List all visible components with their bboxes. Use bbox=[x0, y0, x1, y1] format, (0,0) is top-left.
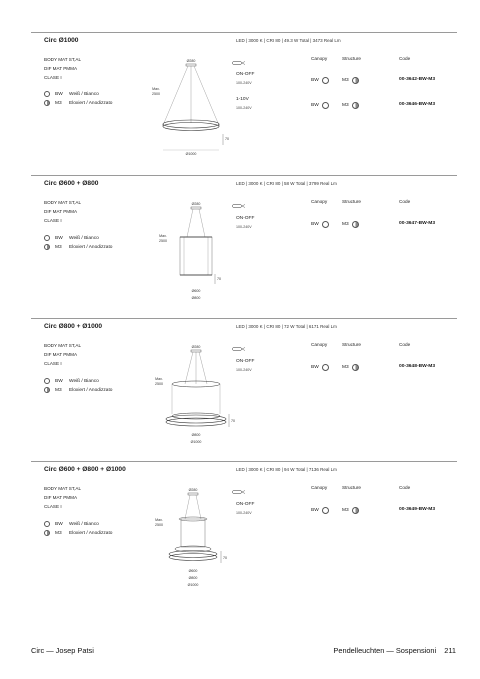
material-info bbox=[44, 198, 81, 225]
white-swatch-icon bbox=[44, 235, 50, 241]
product-specs: LED | 3000 K | CRI 80 | 72 W Total | 6171 Real Lm bbox=[236, 324, 337, 329]
anodized-swatch-icon bbox=[352, 507, 359, 514]
column-header-structure: Structure bbox=[342, 199, 362, 204]
footer-category-label: Pendelleuchten — Sospensioni bbox=[333, 646, 437, 655]
column-header-code: Code bbox=[399, 199, 411, 204]
section-divider bbox=[31, 175, 457, 176]
finish-label: Weiß / Bianco bbox=[69, 91, 99, 97]
column-header-canopy: Canopy bbox=[311, 56, 328, 61]
structure-finish: M3 bbox=[342, 78, 349, 83]
anodized-swatch-icon bbox=[352, 221, 359, 228]
structure-option bbox=[342, 507, 359, 514]
diameter-label: Ø1000 bbox=[190, 440, 202, 444]
height-dimension: 70 bbox=[217, 277, 221, 281]
product-name: Circ Ø600 + Ø800 bbox=[44, 180, 99, 187]
finish-code: BW bbox=[55, 91, 63, 97]
structure-option bbox=[342, 221, 359, 228]
anodized-swatch-icon bbox=[44, 244, 50, 250]
finish-code: BW bbox=[55, 235, 63, 241]
product-section-circ-800-1000 bbox=[31, 318, 457, 454]
anodized-swatch-icon bbox=[44, 100, 50, 106]
max-height-value: 2500 bbox=[155, 382, 163, 386]
structure-option bbox=[342, 77, 359, 84]
voltage: 100-240V bbox=[236, 225, 252, 229]
max-height-value: 2500 bbox=[152, 92, 160, 96]
structure-finish: M3 bbox=[342, 508, 349, 513]
material-info bbox=[44, 484, 81, 511]
diameter-label: Ø800 bbox=[191, 433, 201, 437]
product-name: Circ Ø600 + Ø800 + Ø1000 bbox=[44, 466, 126, 473]
page-number: 211 bbox=[444, 646, 456, 655]
diffuser-material: DIF MAT PMMA bbox=[44, 209, 78, 214]
max-height-value: 2500 bbox=[159, 239, 167, 243]
product-code: 00-3648-BW-M3 bbox=[399, 364, 436, 369]
voltage: 100-240V bbox=[236, 106, 252, 110]
canopy-option bbox=[311, 221, 329, 228]
protection-class: CLASE I bbox=[44, 361, 62, 366]
canopy-finish: BW bbox=[311, 103, 319, 108]
canopy-finish: BW bbox=[311, 365, 319, 370]
canopy-dimension: Ø280 bbox=[191, 202, 201, 206]
finish-code: BW bbox=[55, 378, 63, 384]
voltage: 100-240V bbox=[236, 511, 252, 515]
voltage: 100-240V bbox=[236, 368, 252, 372]
section-divider bbox=[31, 461, 457, 462]
max-height-value: 2500 bbox=[155, 523, 163, 527]
canopy-dimension: Ø280 bbox=[188, 488, 198, 492]
finish-code: M3 bbox=[55, 387, 62, 393]
diffuser-material: DIF MAT PMMA bbox=[44, 66, 78, 71]
white-swatch-icon bbox=[44, 521, 50, 527]
canopy-option bbox=[311, 102, 329, 109]
finish-label: Eloxiert / Anodizzato bbox=[69, 100, 113, 106]
canopy-finish: BW bbox=[311, 78, 319, 83]
height-dimension: 70 bbox=[231, 419, 235, 423]
section-divider bbox=[31, 318, 457, 319]
material-info bbox=[44, 55, 81, 82]
switch-type: ON-OFF bbox=[236, 72, 255, 77]
product-section-circ-1000 bbox=[31, 32, 457, 168]
column-header-canopy: Canopy bbox=[311, 485, 328, 490]
finish-bw bbox=[44, 91, 99, 97]
column-header-canopy: Canopy bbox=[311, 199, 328, 204]
led-lamp-icon bbox=[232, 339, 246, 357]
max-label: Max. bbox=[152, 87, 160, 91]
finish-code: M3 bbox=[55, 530, 62, 536]
product-specs: LED | 3000 K | CRI 80 | 58 W Total | 3799 Real Lm bbox=[236, 181, 337, 186]
canopy-dimension: Ø280 bbox=[191, 345, 201, 349]
white-swatch-icon bbox=[322, 221, 329, 228]
product-code: 00-3647-BW-M3 bbox=[399, 221, 436, 226]
switch-type: ON-OFF bbox=[236, 502, 255, 507]
protection-class: CLASE I bbox=[44, 504, 62, 509]
white-swatch-icon bbox=[322, 77, 329, 84]
led-lamp-icon bbox=[232, 482, 246, 500]
max-label: Max. bbox=[155, 377, 163, 381]
finish-code: M3 bbox=[55, 100, 62, 106]
body-material: BODY MAT ST,AL bbox=[44, 343, 82, 348]
footer-collection: Circ — Josep Patsi bbox=[31, 646, 94, 655]
finish-code: M3 bbox=[55, 244, 62, 250]
column-header-code: Code bbox=[399, 485, 411, 490]
product-specs: LED | 3000 K | CRI 80 | 94 W Total | 7136 Real Lm bbox=[236, 467, 337, 472]
switch-type: 1-10V bbox=[236, 97, 249, 102]
column-header-code: Code bbox=[399, 56, 411, 61]
finish-m3 bbox=[44, 244, 112, 250]
diameter-label: Ø600 bbox=[191, 289, 201, 293]
finish-label: Weiß / Bianco bbox=[69, 378, 99, 384]
diameter-label: Ø800 bbox=[191, 296, 201, 300]
anodized-swatch-icon bbox=[44, 387, 50, 393]
structure-finish: M3 bbox=[342, 222, 349, 227]
diffuser-material: DIF MAT PMMA bbox=[44, 352, 78, 357]
product-name: Circ Ø1000 bbox=[44, 37, 79, 44]
anodized-swatch-icon bbox=[44, 530, 50, 536]
product-name: Circ Ø800 + Ø1000 bbox=[44, 323, 103, 330]
product-code: 00-3642-BW-M3 bbox=[399, 77, 436, 82]
canopy-option bbox=[311, 77, 329, 84]
footer-category bbox=[333, 646, 456, 655]
diffuser-material: DIF MAT PMMA bbox=[44, 495, 78, 500]
diameter-label: Ø800 bbox=[188, 576, 198, 580]
anodized-swatch-icon bbox=[352, 77, 359, 84]
finish-m3 bbox=[44, 530, 112, 536]
diameter-label: Ø1000 bbox=[185, 152, 197, 156]
column-header-structure: Structure bbox=[342, 485, 362, 490]
led-lamp-icon bbox=[232, 53, 246, 71]
canopy-finish: BW bbox=[311, 508, 319, 513]
structure-option bbox=[342, 364, 359, 371]
product-specs: LED | 3000 K | CRI 80 | 49.3 W Total | 3473 Real Lm bbox=[236, 38, 341, 43]
finish-label: Weiß / Bianco bbox=[69, 521, 99, 527]
max-label: Max. bbox=[155, 518, 163, 522]
diameter-label: Ø1000 bbox=[187, 583, 199, 587]
white-swatch-icon bbox=[44, 378, 50, 384]
product-section-circ-600-800 bbox=[31, 175, 457, 311]
column-header-structure: Structure bbox=[342, 56, 362, 61]
anodized-swatch-icon bbox=[352, 364, 359, 371]
column-header-structure: Structure bbox=[342, 342, 362, 347]
protection-class: CLASE I bbox=[44, 75, 62, 80]
canopy-dimension: Ø280 bbox=[186, 59, 196, 63]
anodized-swatch-icon bbox=[352, 102, 359, 109]
body-material: BODY MAT ST,AL bbox=[44, 200, 82, 205]
height-dimension: 70 bbox=[223, 556, 227, 560]
body-material: BODY MAT ST,AL bbox=[44, 57, 82, 62]
finish-m3 bbox=[44, 387, 112, 393]
finish-label: Weiß / Bianco bbox=[69, 235, 99, 241]
structure-option bbox=[342, 102, 359, 109]
column-header-code: Code bbox=[399, 342, 411, 347]
finish-label: Eloxiert / Anodizzato bbox=[69, 244, 113, 250]
finish-label: Eloxiert / Anodizzato bbox=[69, 530, 113, 536]
white-swatch-icon bbox=[44, 91, 50, 97]
finish-m3 bbox=[44, 100, 112, 106]
canopy-option bbox=[311, 364, 329, 371]
switch-type: ON-OFF bbox=[236, 216, 255, 221]
finish-label: Eloxiert / Anodizzato bbox=[69, 387, 113, 393]
product-section-circ-600-800-1000 bbox=[31, 461, 457, 597]
protection-class: CLASE I bbox=[44, 218, 62, 223]
canopy-finish: BW bbox=[311, 222, 319, 227]
led-lamp-icon bbox=[232, 196, 246, 214]
finish-code: BW bbox=[55, 521, 63, 527]
max-label: Max. bbox=[159, 234, 167, 238]
body-material: BODY MAT ST,AL bbox=[44, 486, 82, 491]
white-swatch-icon bbox=[322, 507, 329, 514]
finish-bw bbox=[44, 235, 99, 241]
finish-bw bbox=[44, 521, 99, 527]
material-info bbox=[44, 341, 81, 368]
finish-bw bbox=[44, 378, 99, 384]
structure-finish: M3 bbox=[342, 103, 349, 108]
product-code: 00-3649-BW-M3 bbox=[399, 507, 436, 512]
canopy-option bbox=[311, 507, 329, 514]
white-swatch-icon bbox=[322, 364, 329, 371]
white-swatch-icon bbox=[322, 102, 329, 109]
switch-type: ON-OFF bbox=[236, 359, 255, 364]
voltage: 100-240V bbox=[236, 81, 252, 85]
section-divider bbox=[31, 32, 457, 33]
height-dimension: 70 bbox=[225, 137, 229, 141]
diameter-label: Ø600 bbox=[188, 569, 198, 573]
structure-finish: M3 bbox=[342, 365, 349, 370]
product-code: 00-3646-BW-M3 bbox=[399, 102, 436, 107]
column-header-canopy: Canopy bbox=[311, 342, 328, 347]
